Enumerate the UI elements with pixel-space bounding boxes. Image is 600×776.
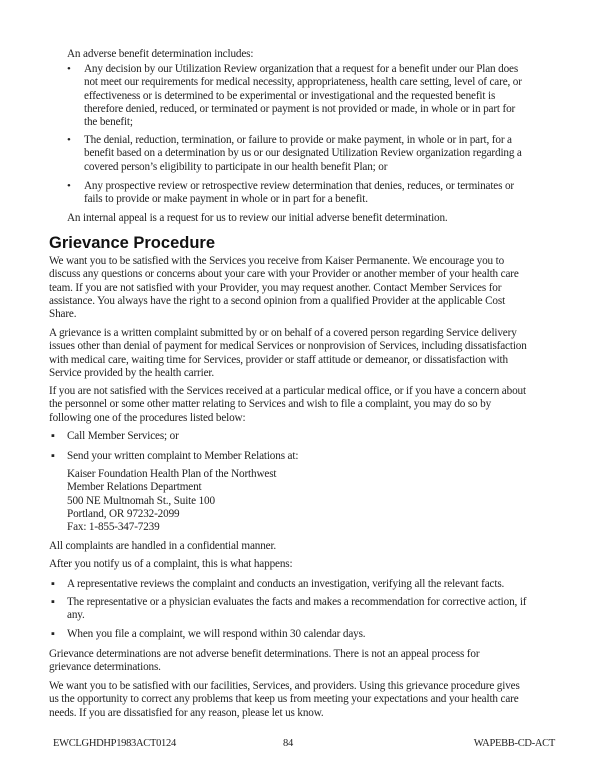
bullet-icon: ▪ bbox=[51, 596, 55, 608]
adverse-intro: An adverse benefit determination includes: bbox=[67, 48, 254, 60]
adverse-bullet-2: The denial, reduction, termination, or failure to provide or make payment, in whole or in part, for a benefit based on a determination by us or our designated Utilization Review organization regarding a covered person’s eligibility to participate in our health benefit Plan; or bbox=[84, 134, 522, 173]
grievance-para-2: A grievance is a written complaint submitted by or on behalf of a covered person regarding Service delivery issues other than denial of payment for medical Services or nonprovision of Services, including dissatisfaction with medical care, waiting time for Services, provider or staff attitude or demeanor, or dissatisfaction with Service provided by the health carrier. bbox=[49, 327, 527, 379]
bullet-icon: • bbox=[67, 180, 71, 192]
bullet-icon: ▪ bbox=[51, 430, 55, 442]
after-intro: After you notify us of a complaint, this is what happens: bbox=[49, 558, 293, 570]
footer-form-code: WAPEBB-CD-ACT bbox=[473, 738, 555, 749]
bullet-icon: • bbox=[67, 63, 71, 75]
page-number: 84 bbox=[283, 738, 293, 749]
grievance-para-3: If you are not satisfied with the Services received at a particular medical office, or if you have a concern about the personnel or some other matter relating to Services and wish to file a complaint, you may do so by following one of the procedures listed below: bbox=[49, 385, 526, 424]
grievance-para-4: Grievance determinations are not adverse benefit determinations. There is not an appeal process for grievance determinations. bbox=[49, 648, 480, 674]
footer-doc-code: EWCLGHDHP1983ACT0124 bbox=[53, 738, 176, 749]
bullet-icon: • bbox=[67, 134, 71, 146]
internal-appeal-text: An internal appeal is a request for us to review our initial adverse benefit determination. bbox=[67, 212, 448, 224]
adverse-bullet-3: Any prospective review or retrospective review determination that denies, reduces, or terminates or fails to provide or make payment in whole or in part for a benefit. bbox=[84, 180, 514, 206]
grievance-para-1: We want you to be satisfied with the Services you receive from Kaiser Permanente. We encourage you to discuss any questions or concerns about your care with your Provider or another member of your health care team. If you are not satisfied with your Provider, you may request another. Contact Member Services for assistance. You always have the right to a second opinion from a qualified Provider at the applicable Cost Share. bbox=[49, 255, 519, 321]
grievance-para-5: We want you to be satisfied with our facilities, Services, and providers. Using this grievance procedure gives us the opportunity to correct any problems that keep us from meeting your expectations and your health care needs. If you are dissatisfied for any reason, please let us know. bbox=[49, 680, 520, 719]
bullet-icon: ▪ bbox=[51, 628, 55, 640]
procedure-item-1: Call Member Services; or bbox=[67, 430, 179, 442]
procedure-item-2: Send your written complaint to Member Relations at: bbox=[67, 450, 299, 462]
step-3: When you file a complaint, we will respond within 30 calendar days. bbox=[67, 628, 366, 640]
step-2: The representative or a physician evaluates the facts and makes a recommendation for corrective action, if any. bbox=[67, 596, 527, 622]
section-heading: Grievance Procedure bbox=[49, 234, 215, 252]
confidential-text: All complaints are handled in a confidential manner. bbox=[49, 540, 277, 552]
step-1: A representative reviews the complaint and conducts an investigation, verifying all the relevant facts. bbox=[67, 578, 505, 590]
mailing-address: Kaiser Foundation Health Plan of the Northwest Member Relations Department 500 NE Multnomah St., Suite 100 Portland, OR 97232-2099 Fax: 1-855-347-7239 bbox=[67, 468, 277, 534]
bullet-icon: ▪ bbox=[51, 578, 55, 590]
adverse-bullet-1: Any decision by our Utilization Review organization that a request for a benefit under our Plan does not meet our requirements for medical necessity, appropriateness, health care setting, level of care, or effectiveness or is determined to be experimental or investigational and the requested benefit is therefore denied, reduced, or terminated or payment is not provided or made, in whole or in part for the benefit; bbox=[84, 63, 522, 129]
bullet-icon: ▪ bbox=[51, 450, 55, 462]
